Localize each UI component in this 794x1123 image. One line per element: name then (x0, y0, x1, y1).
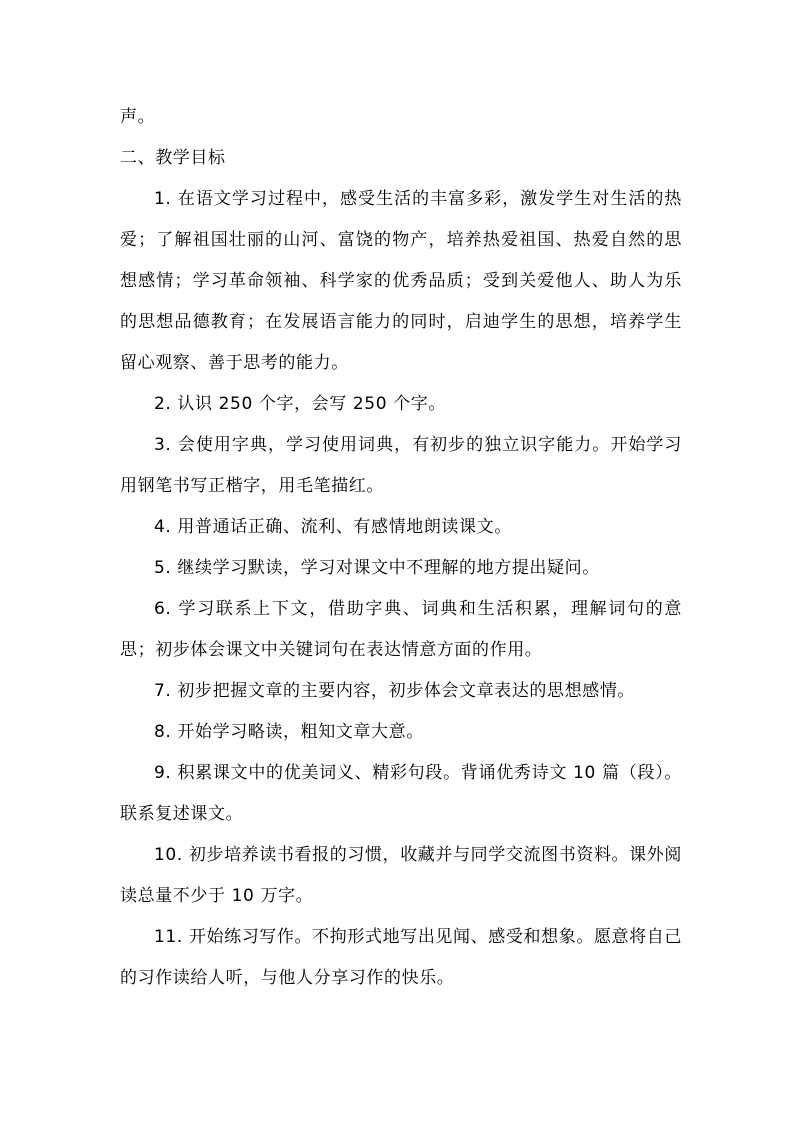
objective-item-6: 6. 学习联系上下文，借助字典、词典和生活积累，理解词句的意思；初步体会课文中关键词句在表达情意方面的作用。 (120, 599, 682, 660)
objective-item-1: 1. 在语文学习过程中，感受生活的丰富多彩，激发学生对生活的热爱；了解祖国壮丽的山河、富饶的物产，培养热爱祖国、热爱自然的思想感情；学习革命领袖、科学家的优秀品质；受到关爱他人、助人为乐的思想品德教育；在发展语言能力的同时，启迪学生的思想，培养学生留心观察、善于思考的能力。 (120, 189, 682, 373)
section-heading: 二、教学目标 (120, 148, 226, 168)
objective-item-9: 9. 积累课文中的优美词义、精彩句段。背诵优秀诗文 10 篇（段）。联系复述课文。 (120, 763, 682, 824)
objective-item-5: 5. 继续学习默读，学习对课文中不理解的地方提出疑问。 (154, 558, 600, 578)
document-body (120, 97, 682, 999)
objective-item-4: 4. 用普通话正确、流利、有感情地朗读课文。 (154, 517, 512, 537)
objective-item-3: 3. 会使用字典，学习使用词典，有初步的独立识字能力。开始学习用钢笔书写正楷字，用毛笔描红。 (120, 435, 682, 496)
objective-item-7: 7. 初步把握文章的主要内容，初步体会文章表达的思想感情。 (154, 681, 636, 701)
objective-item-11: 11. 开始练习写作。不拘形式地写出见闻、感受和想象。愿意将自己的习作读给人听，与他人分享习作的快乐。 (120, 927, 682, 988)
continuation-text: 声。 (120, 107, 156, 127)
objective-item-8: 8. 开始学习略读，粗知文章大意。 (154, 722, 424, 742)
objective-item-2: 2. 认识 250 个字，会写 250 个字。 (154, 394, 446, 414)
objective-item-10: 10. 初步培养读书看报的习惯，收藏并与同学交流图书资料。课外阅读总量不少于 10 万字。 (120, 845, 682, 906)
